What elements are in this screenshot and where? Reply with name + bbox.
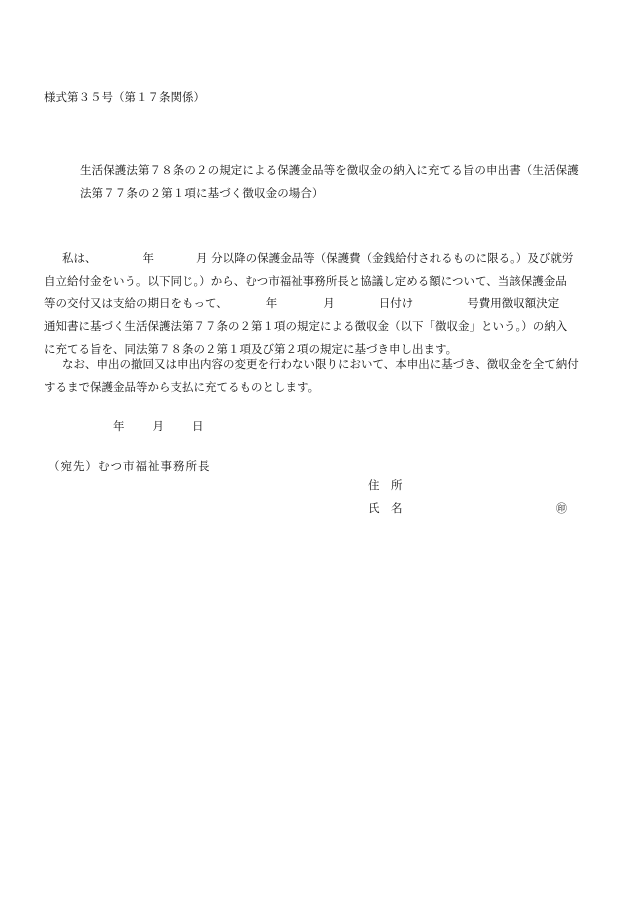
paragraph-1-line-5: に充てる旨を、同法第７８条の２第１項及び第２項の規定に基づき申し出ます。 xyxy=(44,342,458,356)
form-number: 様式第３５号（第１７条関係） xyxy=(44,90,205,104)
address-label: 住 所 xyxy=(368,478,403,492)
paragraph-1-line-1 xyxy=(62,250,573,266)
text-year-blank: 年 xyxy=(142,251,154,265)
text-delivery-date: 等の交付又は支給の期日をもって、 xyxy=(44,296,228,310)
paragraph-1-line-2: 自立給付金をいう。以下同じ。）から、むつ市福祉事務所長と協議し定める額について、当該保護金品 xyxy=(44,274,567,288)
date-month: 月 xyxy=(152,419,164,433)
paragraph-1-line-4: 通知書に基づく生活保護法第７７条の２第１項の規定による徴収金（以下「徴収金」という。）の納入 xyxy=(44,319,568,333)
text-year-blank-2: 年 xyxy=(265,296,278,310)
name-label: 氏 名 xyxy=(368,501,403,515)
text-month-blank: 月 xyxy=(323,296,335,310)
text-watashi: 私は、 xyxy=(62,251,97,265)
submission-date xyxy=(113,418,204,434)
date-day: 日 xyxy=(192,419,204,433)
addressee: （宛先）むつ市福祉事務所長 xyxy=(48,459,211,473)
date-year: 年 xyxy=(113,419,125,433)
paragraph-2-line-2: するまで保護金品等から支払に充てるものとします。 xyxy=(44,380,320,394)
text-month-onward: 月 分以降の保護金品等（保護費（金銭給付されるものに限る。）及び就労 xyxy=(196,251,574,265)
document-title-line-2: 法第７７条の２第１項に基づく徴収金の場合） xyxy=(80,186,324,200)
text-day-dated: 日付け xyxy=(378,296,414,310)
seal-mark-icon: ㊞ xyxy=(556,502,567,515)
paragraph-2-line-1: なお、申出の撤回又は申出内容の変更を行わない限りにおいて、本申出に基づき、徴収金を全て納付 xyxy=(62,357,579,371)
document-title-line-1: 生活保護法第７８条の２の規定による保護金品等を徴収金の納入に充てる旨の申出書（生活保護 xyxy=(80,163,579,177)
text-number-decision: 号費用徴収額決定 xyxy=(467,296,560,310)
paragraph-1-line-3 xyxy=(44,295,559,311)
